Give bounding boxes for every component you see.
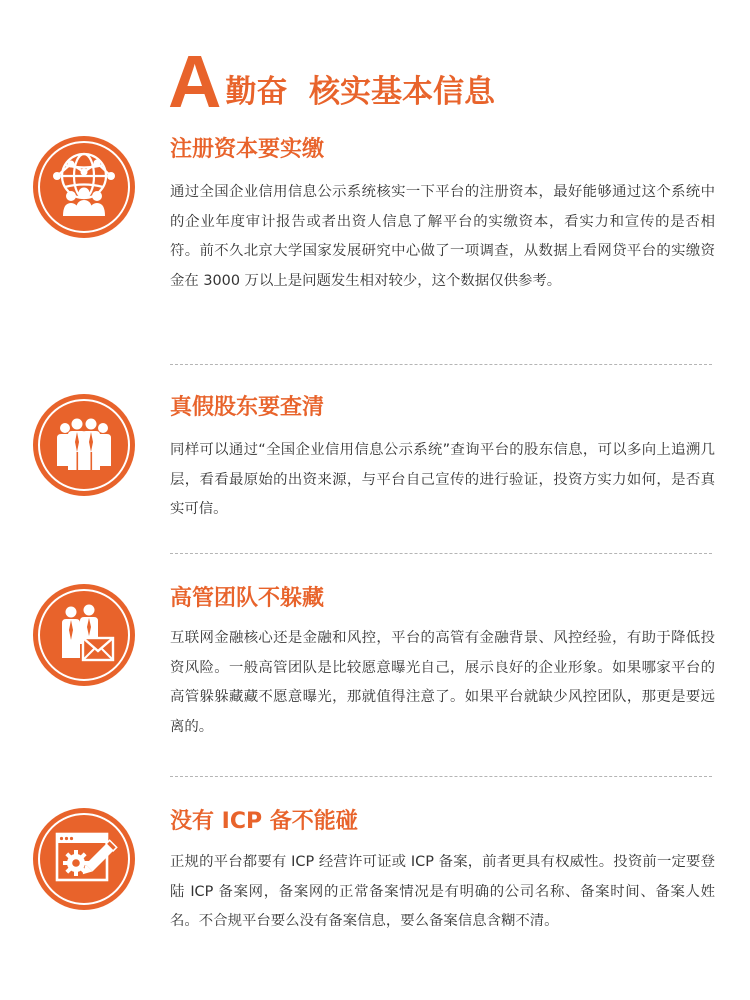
business-people-group-icon (33, 394, 135, 496)
section-divider (170, 364, 712, 365)
browser-gear-pencil-icon (33, 808, 135, 910)
section-title: 没有 ICP 备不能碰 (170, 809, 358, 834)
section-body: 通过全国企业信用信息公示系统核实一下平台的注册资本，最好能够通过这个系统中的企业年度审计报告或者出资人信息了解平台的实缴资本，看实力和宣传的是否相符。前不久北京大学国家发展研究中心做了一项调查，从数据上看网贷平台的实缴资金在 3000 万以上是问题发生相对较少，这个数据仅供参考。 (170, 184, 715, 289)
section-title: 真假股东要查清 (170, 395, 325, 420)
globe-network-people-icon (33, 136, 135, 238)
page-header (168, 40, 496, 123)
section-title: 高管团队不躲藏 (170, 586, 325, 611)
section-divider (170, 776, 712, 777)
page-title: 勤奋 核实基本信息 (225, 74, 496, 110)
section-title: 注册资本要实缴 (170, 137, 325, 162)
section-body: 正规的平台都要有 ICP 经营许可证或 ICP 备案，前者更具有权威性。投资前一定要登陆 ICP 备案网，备案网的正常备案情况是有明确的公司名称、备案时间、备案人姓名。不合规平台要么没有备案信息，要么备案信息含糊不清。 (170, 854, 715, 929)
managers-envelope-icon (33, 584, 135, 686)
section-body: 互联网金融核心还是金融和风控，平台的高管有金融背景、风控经验，有助于降低投资风险。一般高管团队是比较愿意曝光自己，展示良好的企业形象。如果哪家平台的高管躲躲藏藏不愿意曝光，那就值得注意了。如果平台就缺少风控团队，那更是要远离的。 (170, 630, 715, 735)
section-divider (170, 553, 712, 554)
section-body: 同样可以通过“全国企业信用信息公示系统”查询平台的股东信息，可以多向上追溯几层，看看最原始的出资来源，与平台自己宣传的进行验证，投资方实力如何，是否真实可信。 (170, 442, 715, 517)
header-letter: A (168, 40, 222, 123)
